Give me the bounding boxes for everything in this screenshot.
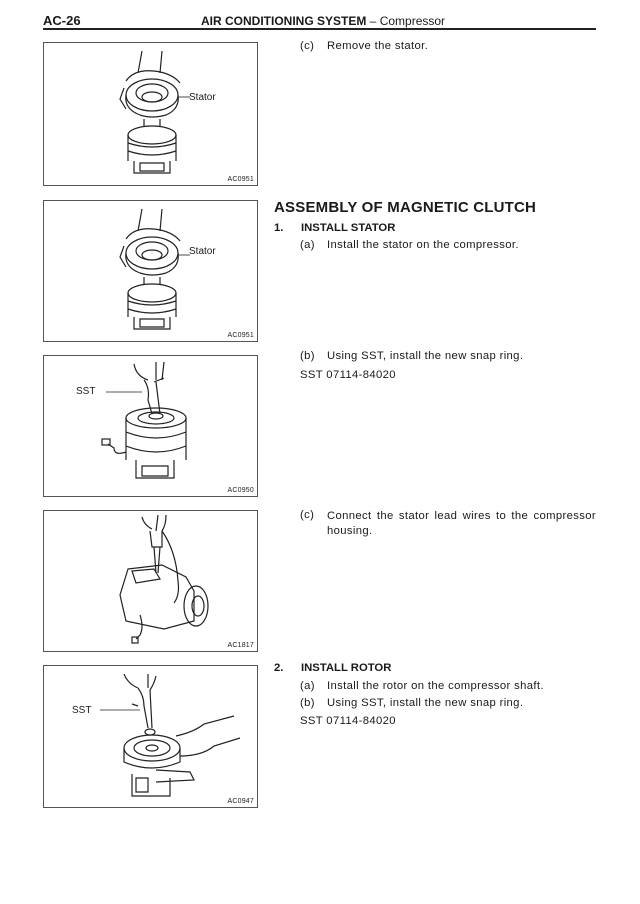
step-2a (300, 680, 544, 692)
step-1b (300, 350, 523, 362)
step-title: INSTALL ROTOR (301, 662, 392, 674)
step-2-heading (274, 662, 391, 674)
step-1c-text: Connect the stator lead wires to the compressor housing. (327, 510, 596, 537)
figure-rotor-snap-ring (43, 665, 258, 808)
figure-code: AC0951 (227, 332, 254, 339)
step-text: Install the stator on the compressor. (327, 239, 519, 251)
step-1-heading (274, 222, 395, 234)
figure-callout-stator: Stator (189, 92, 216, 103)
step-1a (300, 239, 519, 251)
header-rule (43, 28, 596, 30)
section-title: ASSEMBLY OF MAGNETIC CLUTCH (274, 199, 537, 216)
step-label: (b) (300, 350, 315, 362)
rotor-snap-ring-illustration-icon (44, 666, 257, 807)
header-separator: – (366, 14, 380, 28)
figure-callout-stator: Stator (189, 246, 216, 257)
header-system: AIR CONDITIONING SYSTEM (201, 14, 367, 28)
step-text: Using SST, install the new snap ring. (327, 350, 524, 362)
step-remove-stator (300, 40, 428, 52)
step-label: (c) (300, 509, 315, 521)
step-text: Remove the stator. (327, 40, 429, 52)
figure-lead-wire-connect (43, 510, 258, 652)
stator-removal-illustration-icon (44, 43, 257, 185)
step-label: (a) (300, 680, 315, 692)
figure-stator-removal (43, 42, 258, 186)
step-label: (b) (300, 697, 315, 709)
step-1c-label (300, 509, 327, 521)
figure-stator-install (43, 200, 258, 342)
figure-code: AC0951 (227, 176, 254, 183)
figure-code: AC0950 (227, 487, 254, 494)
header-subtitle: Compressor (379, 14, 446, 28)
figure-code: AC0947 (227, 798, 254, 805)
figure-callout-sst: SST (72, 705, 92, 716)
step-label: (a) (300, 239, 315, 251)
step-1-sst-number: SST 07114-84020 (300, 369, 396, 381)
figure-snap-ring-sst (43, 355, 258, 497)
snap-ring-sst-illustration-icon (44, 356, 257, 496)
step-label: (c) (300, 40, 315, 52)
figure-code: AC1817 (227, 642, 254, 649)
step-number: 2. (274, 662, 284, 674)
lead-wire-connect-illustration-icon (44, 511, 257, 651)
step-number: 1. (274, 222, 284, 234)
step-text: Using SST, install the new snap ring. (327, 697, 524, 709)
step-2-sst-number: SST 07114-84020 (300, 715, 396, 727)
step-text: Install the rotor on the compressor shaft. (327, 680, 544, 692)
page-code: AC-26 (43, 13, 81, 28)
stator-install-illustration-icon (44, 201, 257, 341)
step-title: INSTALL STATOR (301, 222, 396, 234)
figure-callout-sst: SST (76, 386, 96, 397)
page-header-title (201, 14, 445, 28)
step-2b (300, 697, 523, 709)
